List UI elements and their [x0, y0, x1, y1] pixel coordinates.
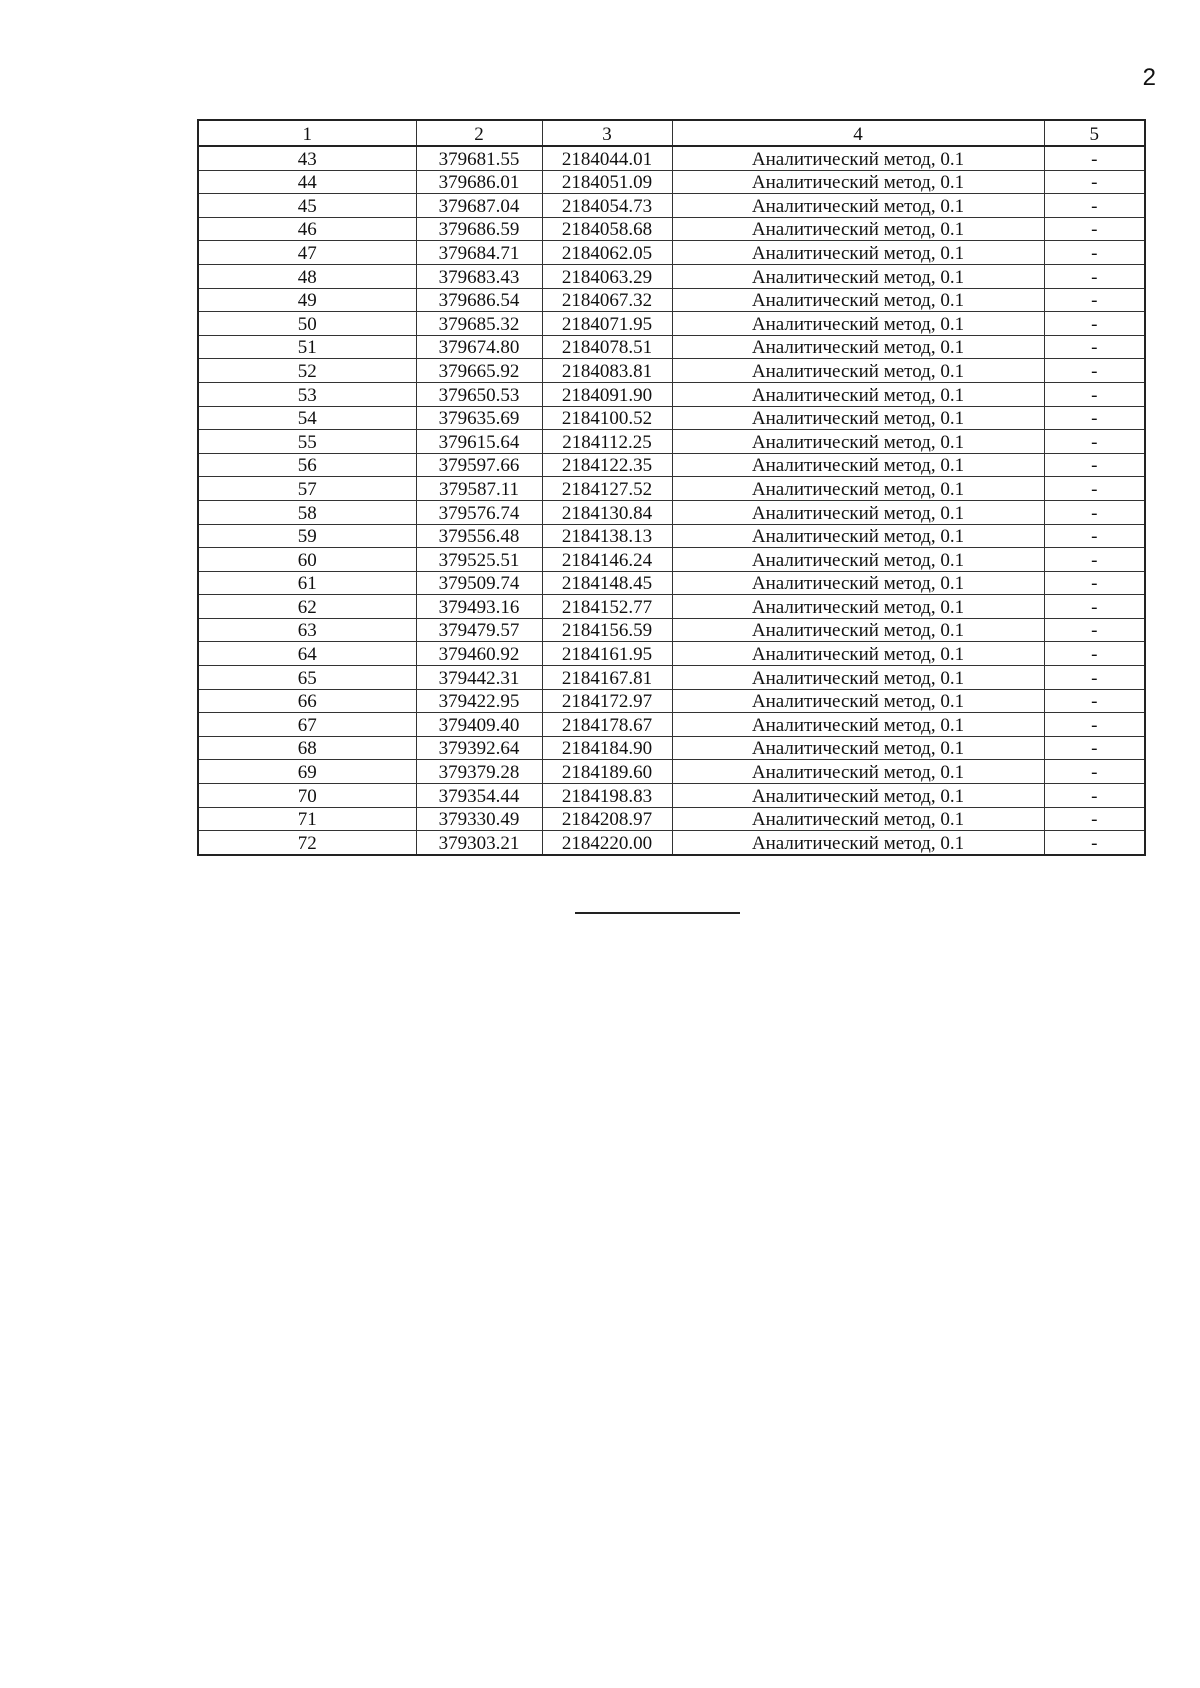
- x-coordinate-cell: 379525.51: [416, 548, 542, 572]
- remark-cell: -: [1044, 170, 1145, 194]
- y-coordinate-cell: 2184083.81: [542, 359, 672, 383]
- x-coordinate-cell: 379303.21: [416, 831, 542, 855]
- method-accuracy-cell: Аналитический метод, 0.1: [672, 312, 1044, 336]
- method-accuracy-cell: Аналитический метод, 0.1: [672, 500, 1044, 524]
- remark-cell: -: [1044, 146, 1145, 170]
- method-accuracy-cell: Аналитический метод, 0.1: [672, 264, 1044, 288]
- method-accuracy-cell: Аналитический метод, 0.1: [672, 288, 1044, 312]
- remark-cell: -: [1044, 760, 1145, 784]
- table-row: [198, 713, 1145, 737]
- table-row: [198, 548, 1145, 572]
- y-coordinate-cell: 2184161.95: [542, 642, 672, 666]
- x-coordinate-cell: 379686.54: [416, 288, 542, 312]
- method-accuracy-cell: Аналитический метод, 0.1: [672, 194, 1044, 218]
- method-accuracy-cell: Аналитический метод, 0.1: [672, 713, 1044, 737]
- y-coordinate-cell: 2184058.68: [542, 217, 672, 241]
- x-coordinate-cell: 379556.48: [416, 524, 542, 548]
- table-row: [198, 477, 1145, 501]
- remark-cell: -: [1044, 666, 1145, 690]
- point-number-cell: 61: [198, 571, 416, 595]
- x-coordinate-cell: 379674.80: [416, 335, 542, 359]
- method-accuracy-cell: Аналитический метод, 0.1: [672, 618, 1044, 642]
- header-cell-3: 3: [542, 120, 672, 146]
- point-number-cell: 62: [198, 595, 416, 619]
- x-coordinate-cell: 379587.11: [416, 477, 542, 501]
- method-accuracy-cell: Аналитический метод, 0.1: [672, 477, 1044, 501]
- x-coordinate-cell: 379493.16: [416, 595, 542, 619]
- table-row: [198, 831, 1145, 855]
- table-row: [198, 666, 1145, 690]
- method-accuracy-cell: Аналитический метод, 0.1: [672, 382, 1044, 406]
- x-coordinate-cell: 379576.74: [416, 500, 542, 524]
- y-coordinate-cell: 2184220.00: [542, 831, 672, 855]
- x-coordinate-cell: 379681.55: [416, 146, 542, 170]
- method-accuracy-cell: Аналитический метод, 0.1: [672, 524, 1044, 548]
- x-coordinate-cell: 379379.28: [416, 760, 542, 784]
- x-coordinate-cell: 379683.43: [416, 264, 542, 288]
- y-coordinate-cell: 2184148.45: [542, 571, 672, 595]
- method-accuracy-cell: Аналитический метод, 0.1: [672, 760, 1044, 784]
- table-row: [198, 217, 1145, 241]
- method-accuracy-cell: Аналитический метод, 0.1: [672, 642, 1044, 666]
- y-coordinate-cell: 2184127.52: [542, 477, 672, 501]
- method-accuracy-cell: Аналитический метод, 0.1: [672, 170, 1044, 194]
- remark-cell: -: [1044, 571, 1145, 595]
- remark-cell: -: [1044, 217, 1145, 241]
- table-row: [198, 689, 1145, 713]
- point-number-cell: 52: [198, 359, 416, 383]
- table-row: [198, 194, 1145, 218]
- point-number-cell: 60: [198, 548, 416, 572]
- table-row: [198, 807, 1145, 831]
- method-accuracy-cell: Аналитический метод, 0.1: [672, 807, 1044, 831]
- x-coordinate-cell: 379479.57: [416, 618, 542, 642]
- table-row: [198, 571, 1145, 595]
- header-row: [198, 120, 1145, 146]
- remark-cell: -: [1044, 406, 1145, 430]
- method-accuracy-cell: Аналитический метод, 0.1: [672, 571, 1044, 595]
- x-coordinate-cell: 379409.40: [416, 713, 542, 737]
- table-row: [198, 642, 1145, 666]
- y-coordinate-cell: 2184051.09: [542, 170, 672, 194]
- table-row: [198, 736, 1145, 760]
- y-coordinate-cell: 2184044.01: [542, 146, 672, 170]
- y-coordinate-cell: 2184112.25: [542, 430, 672, 454]
- point-number-cell: 56: [198, 453, 416, 477]
- x-coordinate-cell: 379665.92: [416, 359, 542, 383]
- x-coordinate-cell: 379687.04: [416, 194, 542, 218]
- table-row: [198, 382, 1145, 406]
- table-row: [198, 170, 1145, 194]
- table-row: [198, 359, 1145, 383]
- table-row: [198, 288, 1145, 312]
- remark-cell: -: [1044, 689, 1145, 713]
- remark-cell: -: [1044, 500, 1145, 524]
- y-coordinate-cell: 2184146.24: [542, 548, 672, 572]
- point-number-cell: 70: [198, 784, 416, 808]
- y-coordinate-cell: 2184122.35: [542, 453, 672, 477]
- header-cell-4: 4: [672, 120, 1044, 146]
- remark-cell: -: [1044, 784, 1145, 808]
- point-number-cell: 44: [198, 170, 416, 194]
- table-row: [198, 618, 1145, 642]
- x-coordinate-cell: 379635.69: [416, 406, 542, 430]
- remark-cell: -: [1044, 359, 1145, 383]
- remark-cell: -: [1044, 382, 1145, 406]
- point-number-cell: 63: [198, 618, 416, 642]
- point-number-cell: 55: [198, 430, 416, 454]
- point-number-cell: 67: [198, 713, 416, 737]
- remark-cell: -: [1044, 831, 1145, 855]
- y-coordinate-cell: 2184062.05: [542, 241, 672, 265]
- x-coordinate-cell: 379392.64: [416, 736, 542, 760]
- y-coordinate-cell: 2184067.32: [542, 288, 672, 312]
- x-coordinate-cell: 379597.66: [416, 453, 542, 477]
- method-accuracy-cell: Аналитический метод, 0.1: [672, 666, 1044, 690]
- x-coordinate-cell: 379686.01: [416, 170, 542, 194]
- table-header: [198, 120, 1145, 146]
- x-coordinate-cell: 379442.31: [416, 666, 542, 690]
- table-row: [198, 500, 1145, 524]
- point-number-cell: 65: [198, 666, 416, 690]
- end-divider-line: [575, 912, 740, 914]
- table-row: [198, 146, 1145, 170]
- table-row: [198, 335, 1145, 359]
- method-accuracy-cell: Аналитический метод, 0.1: [672, 146, 1044, 170]
- method-accuracy-cell: Аналитический метод, 0.1: [672, 406, 1044, 430]
- table-body: [198, 146, 1145, 855]
- point-number-cell: 68: [198, 736, 416, 760]
- x-coordinate-cell: 379685.32: [416, 312, 542, 336]
- y-coordinate-cell: 2184138.13: [542, 524, 672, 548]
- remark-cell: -: [1044, 288, 1145, 312]
- y-coordinate-cell: 2184178.67: [542, 713, 672, 737]
- method-accuracy-cell: Аналитический метод, 0.1: [672, 241, 1044, 265]
- y-coordinate-cell: 2184189.60: [542, 760, 672, 784]
- y-coordinate-cell: 2184063.29: [542, 264, 672, 288]
- table-row: [198, 595, 1145, 619]
- x-coordinate-cell: 379615.64: [416, 430, 542, 454]
- y-coordinate-cell: 2184198.83: [542, 784, 672, 808]
- point-number-cell: 59: [198, 524, 416, 548]
- method-accuracy-cell: Аналитический метод, 0.1: [672, 359, 1044, 383]
- point-number-cell: 69: [198, 760, 416, 784]
- remark-cell: -: [1044, 241, 1145, 265]
- remark-cell: -: [1044, 264, 1145, 288]
- point-number-cell: 72: [198, 831, 416, 855]
- table-row: [198, 760, 1145, 784]
- y-coordinate-cell: 2184172.97: [542, 689, 672, 713]
- method-accuracy-cell: Аналитический метод, 0.1: [672, 335, 1044, 359]
- method-accuracy-cell: Аналитический метод, 0.1: [672, 217, 1044, 241]
- method-accuracy-cell: Аналитический метод, 0.1: [672, 831, 1044, 855]
- x-coordinate-cell: 379422.95: [416, 689, 542, 713]
- y-coordinate-cell: 2184100.52: [542, 406, 672, 430]
- method-accuracy-cell: Аналитический метод, 0.1: [672, 548, 1044, 572]
- remark-cell: -: [1044, 618, 1145, 642]
- table-row: [198, 784, 1145, 808]
- y-coordinate-cell: 2184208.97: [542, 807, 672, 831]
- y-coordinate-cell: 2184130.84: [542, 500, 672, 524]
- table-row: [198, 453, 1145, 477]
- header-cell-5: 5: [1044, 120, 1145, 146]
- method-accuracy-cell: Аналитический метод, 0.1: [672, 689, 1044, 713]
- method-accuracy-cell: Аналитический метод, 0.1: [672, 430, 1044, 454]
- x-coordinate-cell: 379684.71: [416, 241, 542, 265]
- table-row: [198, 312, 1145, 336]
- remark-cell: -: [1044, 595, 1145, 619]
- y-coordinate-cell: 2184078.51: [542, 335, 672, 359]
- point-number-cell: 58: [198, 500, 416, 524]
- table-row: [198, 406, 1145, 430]
- remark-cell: -: [1044, 642, 1145, 666]
- x-coordinate-cell: 379330.49: [416, 807, 542, 831]
- point-number-cell: 43: [198, 146, 416, 170]
- remark-cell: -: [1044, 194, 1145, 218]
- point-number-cell: 46: [198, 217, 416, 241]
- remark-cell: -: [1044, 477, 1145, 501]
- x-coordinate-cell: 379509.74: [416, 571, 542, 595]
- remark-cell: -: [1044, 807, 1145, 831]
- table-row: [198, 264, 1145, 288]
- x-coordinate-cell: 379354.44: [416, 784, 542, 808]
- point-number-cell: 47: [198, 241, 416, 265]
- remark-cell: -: [1044, 430, 1145, 454]
- point-number-cell: 48: [198, 264, 416, 288]
- point-number-cell: 53: [198, 382, 416, 406]
- x-coordinate-cell: 379686.59: [416, 217, 542, 241]
- point-number-cell: 51: [198, 335, 416, 359]
- method-accuracy-cell: Аналитический метод, 0.1: [672, 784, 1044, 808]
- y-coordinate-cell: 2184071.95: [542, 312, 672, 336]
- method-accuracy-cell: Аналитический метод, 0.1: [672, 595, 1044, 619]
- method-accuracy-cell: Аналитический метод, 0.1: [672, 453, 1044, 477]
- header-cell-1: 1: [198, 120, 416, 146]
- point-number-cell: 71: [198, 807, 416, 831]
- remark-cell: -: [1044, 548, 1145, 572]
- y-coordinate-cell: 2184184.90: [542, 736, 672, 760]
- remark-cell: -: [1044, 524, 1145, 548]
- point-number-cell: 45: [198, 194, 416, 218]
- y-coordinate-cell: 2184152.77: [542, 595, 672, 619]
- remark-cell: -: [1044, 312, 1145, 336]
- x-coordinate-cell: 379460.92: [416, 642, 542, 666]
- header-cell-2: 2: [416, 120, 542, 146]
- y-coordinate-cell: 2184054.73: [542, 194, 672, 218]
- y-coordinate-cell: 2184156.59: [542, 618, 672, 642]
- point-number-cell: 57: [198, 477, 416, 501]
- table-row: [198, 241, 1145, 265]
- remark-cell: -: [1044, 335, 1145, 359]
- table-row: [198, 524, 1145, 548]
- y-coordinate-cell: 2184091.90: [542, 382, 672, 406]
- method-accuracy-cell: Аналитический метод, 0.1: [672, 736, 1044, 760]
- remark-cell: -: [1044, 736, 1145, 760]
- coordinates-table: [197, 119, 1146, 856]
- page-number: 2: [1142, 64, 1156, 91]
- point-number-cell: 64: [198, 642, 416, 666]
- y-coordinate-cell: 2184167.81: [542, 666, 672, 690]
- table-row: [198, 430, 1145, 454]
- point-number-cell: 49: [198, 288, 416, 312]
- point-number-cell: 66: [198, 689, 416, 713]
- x-coordinate-cell: 379650.53: [416, 382, 542, 406]
- point-number-cell: 50: [198, 312, 416, 336]
- point-number-cell: 54: [198, 406, 416, 430]
- remark-cell: -: [1044, 713, 1145, 737]
- remark-cell: -: [1044, 453, 1145, 477]
